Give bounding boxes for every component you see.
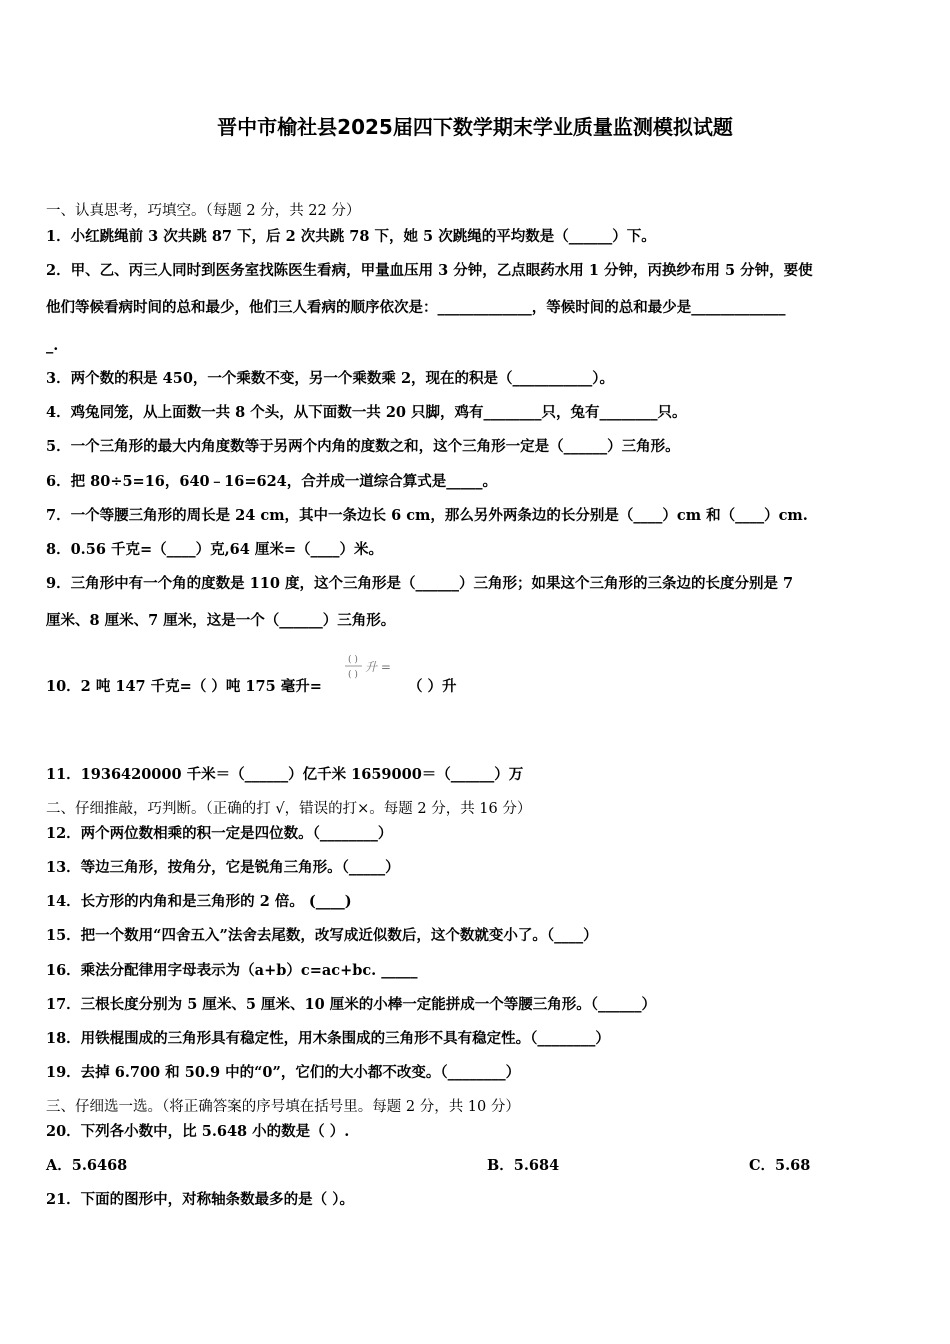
question-7: 7．一个等腰三角形的周长是 24 cm，其中一条边长 6 cm，那么另外两条边的长分别是（____）cm 和（____）cm.: [46, 507, 808, 524]
question-5: 5．一个三角形的最大内角度数等于另两个内角的度数之和，这个三角形一定是（______）三角形。: [46, 438, 680, 455]
question-18: 18．用铁棍围成的三角形具有稳定性，用木条围成的三角形不具有稳定性。（________）: [46, 1030, 610, 1047]
question-2-line-3: _.: [46, 337, 59, 354]
question-20-option-c: C．5.68: [749, 1157, 811, 1174]
question-17: 17．三根长度分别为 5 厘米、5 厘米、10 厘米的小棒一定能拼成一个等腰三角形。（______）: [46, 996, 656, 1013]
question-20: 20．下列各小数中，比 5.648 小的数是（ ）.: [46, 1123, 350, 1140]
page-title: 晋中市榆社县2025届四下数学期末学业质量监测模拟试题: [217, 115, 733, 139]
question-2-line-1: 2．甲、乙、丙三人同时到医务室找陈医生看病，甲量血压用 3 分钟，乙点眼药水用 1 分钟，丙换纱布用 5 分钟，要使: [46, 262, 813, 279]
section-3-heading: 三、仔细选一选。（将正确答案的序号填在括号里。每题 2 分，共 10 分）: [46, 1099, 520, 1115]
section-2-heading: 二、仔细推敲，巧判断。（正确的打 √，错误的打×。每题 2 分，共 16 分）: [46, 801, 532, 817]
question-10-fraction-figure: [343, 652, 391, 686]
fraction-unit: 升 =: [365, 660, 391, 674]
question-2-line-2: 他们等候看病时间的总和最少，他们三人看病的顺序依次是：_____________，等候时间的总和最少是_____________: [46, 299, 786, 316]
question-3: 3．两个数的积是 450，一个乘数不变，另一个乘数乘 2，现在的积是（___________）。: [46, 370, 615, 387]
question-9-line-2: 厘米、8 厘米、7 厘米，这是一个（______）三角形。: [46, 612, 396, 629]
question-8: 8．0.56 千克=（____）克,64 厘米=（____）米。: [46, 541, 384, 558]
question-16: 16．乘法分配律用字母表示为（a+b）c=ac+bc. _____: [46, 962, 418, 979]
question-20-option-a: A．5.6468: [46, 1157, 128, 1174]
question-6: 6．把 80÷5=16，640﹣16=624，合并成一道综合算式是_____。: [46, 473, 497, 490]
section-1-heading: 一、认真思考，巧填空。（每题 2 分，共 22 分）: [46, 203, 361, 219]
question-19: 19．去掉 6.700 和 50.9 中的“0”，它们的大小都不改变。（________）: [46, 1064, 521, 1081]
question-20-option-b: B．5.684: [487, 1157, 560, 1174]
question-4: 4．鸡兔同笼，从上面数一共 8 个头，从下面数一共 20 只脚，鸡有________只，兔有________只。: [46, 404, 687, 421]
question-14: 14．长方形的内角和是三角形的 2 倍。 (____): [46, 893, 352, 910]
question-9-line-1: 9．三角形中有一个角的度数是 110 度，这个三角形是（______）三角形；如果这个三角形的三条边的长度分别是 7: [46, 575, 794, 592]
fraction-denominator: ( ): [348, 670, 358, 680]
question-11: 11．1936420000 千米＝（______）亿千米 1659000＝（______）万: [46, 766, 524, 783]
question-10: 10．2 吨 147 千克=（ ）吨 175 毫升=: [46, 678, 322, 695]
question-10-tail: （ ）升: [408, 678, 457, 695]
question-12: 12．两个两位数相乘的积一定是四位数。（________）: [46, 825, 393, 842]
question-13: 13．等边三角形，按角分，它是锐角三角形。（_____）: [46, 859, 400, 876]
question-21: 21．下面的图形中，对称轴条数最多的是（ ）。: [46, 1191, 354, 1208]
question-15: 15．把一个数用“四舍五入”法舍去尾数，改写成近似数后，这个数就变小了。（____）: [46, 927, 598, 944]
fraction-numerator: ( ): [348, 655, 358, 665]
question-1: 1．小红跳绳前 3 次共跳 87 下，后 2 次共跳 78 下，她 5 次跳绳的平均数是（______）下。: [46, 228, 656, 245]
